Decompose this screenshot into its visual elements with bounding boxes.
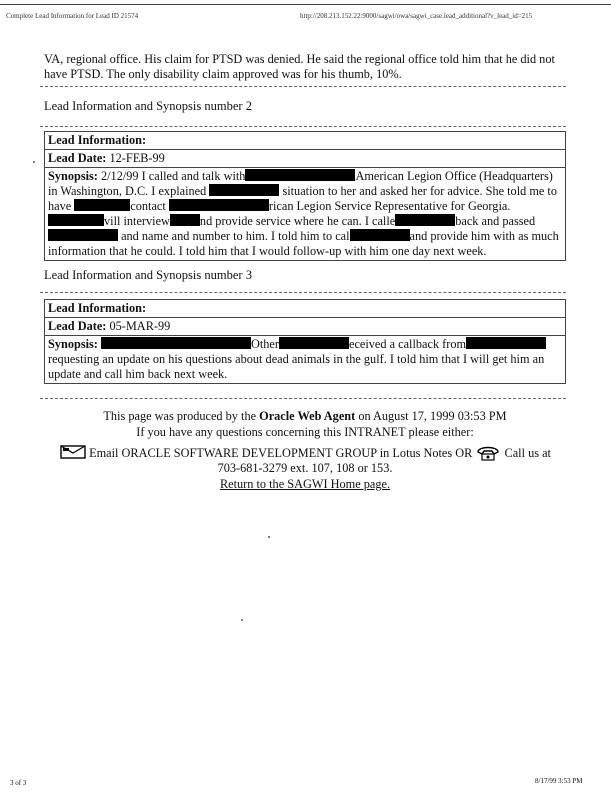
lead-info-label: Lead Information: <box>48 301 147 315</box>
synopsis-cell <box>45 168 566 261</box>
lead-3-table <box>44 299 566 384</box>
printed-timestamp: 8/17/99 3:53 PM <box>535 777 583 785</box>
synopsis-text: back and passed <box>455 214 536 228</box>
redaction-bar <box>279 337 349 349</box>
synopsis-text: situation to her and asked her for advice. She told me to have <box>48 184 557 213</box>
lead-date-label: Lead Date: <box>48 151 107 165</box>
synopsis-text: vill interview <box>104 214 170 228</box>
lead-date-cell <box>45 150 566 168</box>
section-divider <box>40 292 566 293</box>
synopsis-text: and name and number to him. I told him to cal <box>121 229 350 243</box>
redaction-bar <box>48 229 118 241</box>
redaction-bar <box>169 199 269 211</box>
synopsis-text: requesting an update on his questions about dead animals in the gulf. I told him that I will get him an update and call him back next week. <box>48 352 545 381</box>
synopsis-text: Other <box>250 337 279 351</box>
lead-2-heading: Lead Information and Synopsis number 2 <box>44 99 252 113</box>
scan-speck <box>268 536 270 538</box>
page-count: 3 of 3 <box>10 779 27 787</box>
synopsis-text: and provide him with as much information that he could. I told him that I would follow-up with him one day next week. <box>48 229 559 258</box>
intro-paragraph: VA, regional office. His claim for PTSD was denied. He said the regional office told him that he did not have PTSD. The only disability claim approved was for his thumb, 10%. <box>44 52 555 81</box>
email-text[interactable]: Email ORACLE SOFTWARE DEVELOPMENT GROUP in Lotus Notes OR <box>89 445 473 460</box>
redaction-bar <box>466 337 546 349</box>
redaction-bar <box>48 214 104 226</box>
lead-date-value: 12-FEB-99 <box>109 151 165 165</box>
lead-date-value: 05-MAR-99 <box>109 319 171 333</box>
return-home-link[interactable]: Return to the SAGWI Home page. <box>219 477 391 491</box>
redaction-bar <box>350 229 410 241</box>
section-divider <box>40 126 566 127</box>
redaction-bar <box>395 214 455 226</box>
question-line: If you have any questions concerning this INTRANET please either: <box>136 425 474 439</box>
redaction-bar <box>245 169 355 181</box>
synopsis-label: Synopsis: <box>48 169 98 183</box>
synopsis-label: Synopsis: <box>48 337 98 351</box>
synopsis-text: contact <box>130 199 166 213</box>
redaction-bar <box>170 214 200 226</box>
print-header-url: http://208.213.152.22:9000/sagwi/owa/sagwi_case.lead_additional?v_lead_id=215 <box>300 12 533 20</box>
redaction-bar <box>209 184 279 196</box>
top-rule <box>0 4 611 5</box>
produced-prefix: This page was produced by the <box>103 409 257 423</box>
call-text: Call us at <box>504 445 551 460</box>
lead-info-cell <box>45 132 566 150</box>
synopsis-cell <box>45 336 566 384</box>
lead-date-label: Lead Date: <box>48 319 107 333</box>
produced-line <box>40 408 570 424</box>
scan-speck <box>241 619 243 621</box>
lead-date-cell <box>45 318 566 336</box>
scan-speck <box>33 161 35 163</box>
lead-3-heading: Lead Information and Synopsis number 3 <box>44 268 252 282</box>
synopsis-text: nd provide service where he can. I calle <box>199 214 396 228</box>
lead-2-table <box>44 131 566 261</box>
lead-info-cell <box>45 300 566 318</box>
agent-name: Oracle Web Agent <box>259 409 356 423</box>
redaction-bar <box>74 199 130 211</box>
section-divider <box>40 398 566 399</box>
synopsis-text: 2/12/99 I called and talk with <box>100 169 246 183</box>
redaction-bar <box>101 337 251 349</box>
phone-line: 703-681-3279 ext. 107, 108 or 153. <box>217 461 393 475</box>
print-header-title: Complete Lead Information for Lead ID 21574 <box>6 12 139 20</box>
synopsis-text: eceived a callback from <box>348 337 467 351</box>
lead-info-label: Lead Information: <box>48 133 147 147</box>
produced-suffix: on August 17, 1999 03:53 PM <box>358 409 507 423</box>
section-divider <box>40 86 566 87</box>
synopsis-text: rican Legion Service Representative for Georgia. <box>268 199 511 213</box>
synopsis-text: American Legion Office (Headquarters) in Washington, D.C. I explained <box>48 169 553 198</box>
